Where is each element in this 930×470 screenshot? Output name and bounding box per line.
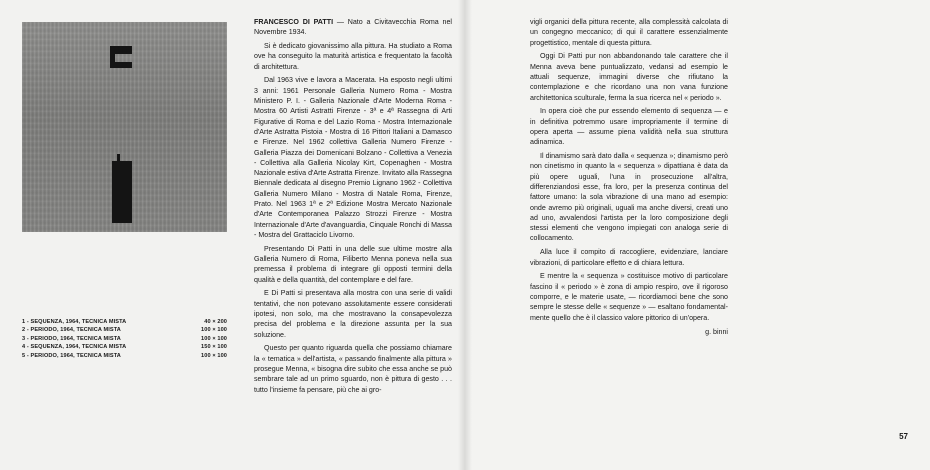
caption-size: 100 × 100	[201, 327, 227, 334]
artwork-lower-block	[112, 161, 132, 223]
artwork-upper-mark-base	[110, 62, 132, 68]
body-paragraph: E Di Patti si presentava alla mostra con una serie di validi tentativi, che non potevano assolutamente essere considerati ipotesi, non solo, ma che mostravano la consapevolezza precisa del problema e la direzione assunta per la sua soluzione.	[254, 289, 452, 339]
author-signature: g. binni	[705, 327, 728, 336]
book-gutter	[458, 0, 472, 470]
caption-label: 2 - PERIODO, 1964, TECNICA MISTA	[22, 327, 121, 334]
body-paragraph: vigli organici della pittura recente, alla complessità calcolata di un congegno meccanico; di qui il carattere essenzialmente progettistico, mentale di questa pittura.	[530, 18, 728, 47]
left-text-column	[254, 17, 452, 398]
body-paragraph: E mentre la « sequenza » costituisce motivo di particolare fascino il « periodo » è zona di ampio respiro, ove il rigoroso comporre, e le materie usate, — ricordiamoci bene che sono sempre le stesse delle « sequenze » — esaltano fondamentalmente quello che è il classico valore pittorico di un'opera.	[530, 272, 728, 322]
caption-list	[22, 318, 227, 360]
caption-size: 100 × 100	[201, 335, 227, 342]
exhibitions-paragraph: Dal 1963 vive e lavora a Macerata. Ha esposto negli ultimi 3 anni: 1961 Personale Galleria Numero Roma - Mostra Ministero P. I. - Galleria Nazionale d'Arte Moderna Roma - Mostra 60 Artisti Astratti Firenze - 3ª e 4ª Rassegna di Arti Figurative di Roma e del Lazio Roma - Mostra Internazionale d'Arte Astratta Pistoia - Mostra di 16 Pittori Italiani a Damasco e Firenze. Nel 1962 collettiva Galleria Numero Firenze - Galleria Piazza dei Domenicani Bolzano - Collettiva a Venezia - Collettiva alla Galleria Nicolay Kirt, Copenaghen - Mostra Nazionale estiva d'Arte Astratta Firenze. Invitato alla Rassegna Biennale dedicata al disegno Premio Lignano 1962 - Collettiva Galleria Numero Milano - Mostra di Natale Roma, Firenze, Prato. Nel 1963 1ª e 2ª Edizione Mostra Mercato Nazionale d'Arte Contemporanea Palazzo Strozzi Firenze - Mostra Internazionale d'Arte d'avanguardia, Cinquale Ronchi di Massa - Mostra del Grattaciclo Livorno.	[254, 76, 452, 239]
artwork-upper-mark-stem	[110, 54, 115, 62]
body-paragraph: In opera cioè che pur essendo elemento di sequenza — e in definitiva potremmo usare impropriamente il termine di opera aperta — assume piena validità nella sua struttura adinamica.	[530, 107, 728, 147]
caption-row	[22, 318, 227, 326]
body-paragraph: Alla luce il compito di raccogliere, evidenziare, lanciare vibrazioni, di particolare effetto e di chiara lettura.	[530, 248, 728, 267]
page-number: 57	[899, 432, 908, 441]
caption-row	[22, 326, 227, 334]
bio-intro-text: — Nato a Civitavecchia Roma nel Novembre 1934.	[254, 18, 452, 37]
author-name: FRANCESCO DI PATTI	[254, 18, 334, 26]
right-text-column	[530, 17, 728, 337]
caption-label: 3 - PERIODO, 1964, TECNICA MISTA	[22, 335, 121, 342]
body-paragraph: Si è dedicato giovanissimo alla pittura. Ha studiato a Roma ove ha conseguito la maturità artistica e frequentato la facoltà di architettura.	[254, 42, 452, 71]
caption-row	[22, 343, 227, 351]
caption-row	[22, 352, 227, 360]
body-paragraph: Oggi Di Patti pur non abbandonando tale carattere che il Menna aveva bene puntualizzato, vedansi ad esempio le attuali sequenze, immagini diverse che rifiutano la contemplazione e che ricordano una non vana funzione architettonica sculturale, ferma la sua ricerca nel « periodo ».	[530, 52, 728, 102]
artwork-photo	[22, 22, 227, 232]
caption-row	[22, 335, 227, 343]
caption-size: 40 × 200	[204, 319, 227, 325]
body-paragraph: Il dinamismo sarà dato dalla « sequenza »; dinamismo però non cinetismo in quanto la « sequenza » dipattiana è data da più opere uguali, l'una in prosecuzione all'altra, differenziandosi esse, fra loro, per la presenza continua del fattore umano: la sola vibrazione di una mano ad esempio: onde avremo più originali, uguali ma anche diversi, creati uno ad uno, avvalendosi l'artista per la loro composizione degli stessi elementi che vengono impiegati con analoga serie di collocamento.	[530, 152, 728, 243]
caption-label: 4 - SEQUENZA, 1964, TECNICA MISTA	[22, 344, 127, 351]
caption-label: 1 - SEQUENZA, 1964, TECNICA MISTA	[22, 319, 127, 325]
caption-size: 150 × 100	[201, 344, 227, 351]
body-paragraph: Questo per quanto riguarda quella che possiamo chiamare la « tematica » dell'artista, « passando finalmente alla pittura » prosegue Menna, « bisogna dire subito che essa anche se può sembrare tale ad un primo sguardo, non è pittura di gesto . . . tutto l'insieme fa pensare, più che ai gro-	[254, 344, 452, 394]
body-paragraph: Presentando Di Patti in una delle sue ultime mostre alla Galleria Numero di Roma, Filiberto Menna poneva nella sua premessa il problema di integrare gli opposti termini della qualità e della quantità, del contemplare e del fare.	[254, 244, 452, 284]
bio-intro-paragraph	[254, 17, 452, 38]
artwork-upper-mark	[110, 46, 132, 54]
caption-label: 5 - PERIODO, 1964, TECNICA MISTA	[22, 352, 121, 359]
caption-size: 100 × 100	[201, 352, 227, 359]
artwork-lower-stem	[117, 154, 120, 161]
